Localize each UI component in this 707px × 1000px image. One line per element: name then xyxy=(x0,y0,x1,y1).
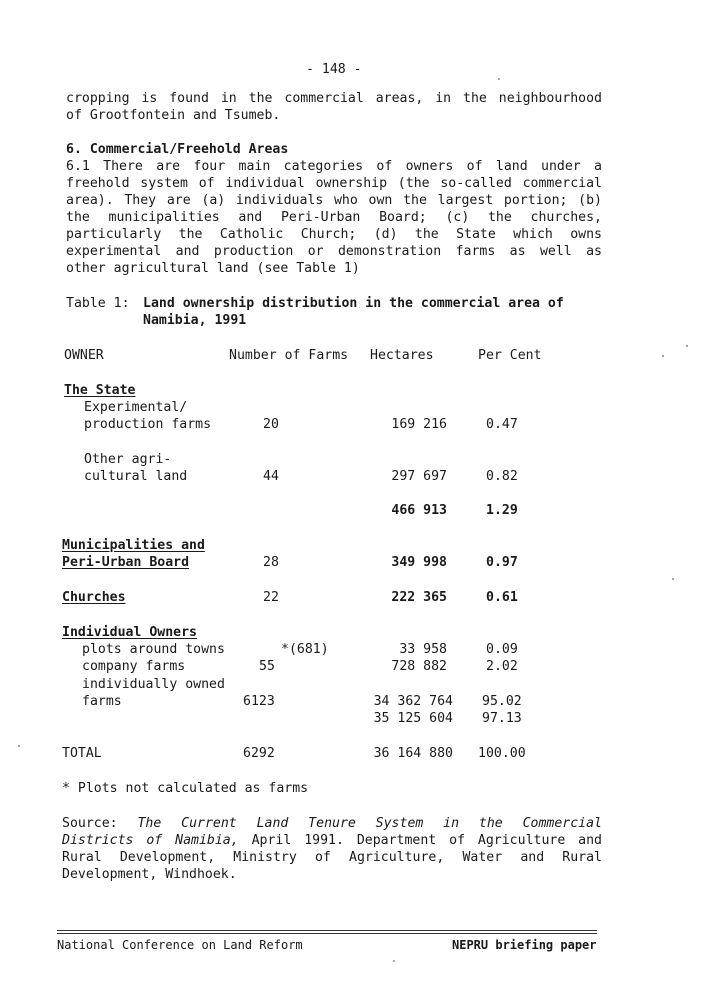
row-label: production farms xyxy=(84,417,212,432)
cell-percent: 95.02 xyxy=(482,694,522,709)
source-line-3: Rural Development, Ministry of Agriculture, Water and Rural xyxy=(62,850,602,865)
cell-percent: 0.61 xyxy=(486,590,518,605)
scan-speck xyxy=(498,78,500,80)
cell-hectares: 34 362 764 xyxy=(373,694,453,709)
section-heading: 6. Commercial/Freehold Areas xyxy=(66,142,289,157)
scan-speck xyxy=(393,960,395,962)
page-number: - 148 - xyxy=(306,62,362,77)
header-farms: Number of Farms xyxy=(229,348,349,363)
scan-speck xyxy=(686,345,688,347)
cell-farms: 22 xyxy=(263,590,279,605)
cell-percent: 0.09 xyxy=(486,642,518,657)
subtotal-percent: 97.13 xyxy=(482,711,522,726)
cell-hectares: 169 216 xyxy=(391,417,447,432)
group-state-label: The State xyxy=(64,383,136,398)
paragraph-line: particularly the Catholic Church; (d) the State which owns xyxy=(66,227,602,242)
cell-farms: 6123 xyxy=(243,694,275,709)
source-title: The Current Land Tenure System in the Commercial xyxy=(137,816,602,831)
footer-left: National Conference on Land Reform xyxy=(57,938,303,952)
group-individual-label: Individual Owners xyxy=(62,625,197,640)
row-label: company farms xyxy=(82,659,186,674)
source-line-4: Development, Windhoek. xyxy=(62,867,237,882)
source-prefix: Source: xyxy=(62,816,118,831)
cell-hectares: 33 958 xyxy=(399,642,447,657)
total-label: TOTAL xyxy=(62,746,102,761)
cell-hectares: 728 882 xyxy=(391,659,447,674)
total-percent: 100.00 xyxy=(478,746,526,761)
cell-farms: 44 xyxy=(263,469,279,484)
row-label: individually owned xyxy=(82,677,225,692)
scan-speck xyxy=(672,578,674,580)
subtotal-percent: 1.29 xyxy=(486,503,518,518)
row-label: Other agri- xyxy=(84,452,172,467)
scan-speck xyxy=(662,355,664,357)
cell-percent: 0.47 xyxy=(486,417,518,432)
subtotal-hectares: 35 125 604 xyxy=(373,711,453,726)
header-owner: OWNER xyxy=(64,348,104,363)
cell-hectares: 297 697 xyxy=(391,469,447,484)
paragraph-line: the municipalities and Peri-Urban Board; (c) the churches, xyxy=(66,210,602,225)
group-municipal-label: Municipalities and xyxy=(62,538,205,553)
cell-hectares: 222 365 xyxy=(391,590,447,605)
intro-line-1: cropping is found in the commercial areas, in the neighbourhood xyxy=(66,91,602,106)
total-hectares: 36 164 880 xyxy=(373,746,453,761)
source-line-2 xyxy=(62,832,602,849)
source-text: April 1991. Department of Agriculture and xyxy=(238,833,602,848)
header-percent: Per Cent xyxy=(478,348,542,363)
source-title: Districts of Namibia, xyxy=(62,833,239,848)
paragraph-line: freehold system of individual ownership (the so-called commercial xyxy=(66,176,602,191)
cell-percent: 0.82 xyxy=(486,469,518,484)
cell-farms: *(681) xyxy=(281,642,329,657)
row-label: cultural land xyxy=(84,469,188,484)
paragraph-line: other agricultural land (see Table 1) xyxy=(66,261,360,276)
footer-rule xyxy=(57,930,597,931)
table-footnote: * Plots not calculated as farms xyxy=(62,781,309,796)
table-caption-label: Table 1: xyxy=(66,296,130,311)
row-label: Experimental/ xyxy=(84,400,188,415)
subtotal-hectares: 466 913 xyxy=(391,503,447,518)
intro-line-2: of Grootfontein and Tsumeb. xyxy=(66,108,281,123)
table-caption-line-1: Land ownership distribution in the commercial area of xyxy=(143,296,564,311)
paragraph-line: area). They are (a) individuals who own the largest portion; (b) xyxy=(66,193,602,208)
total-farms: 6292 xyxy=(243,746,275,761)
header-hectares: Hectares xyxy=(370,348,434,363)
cell-farms: 55 xyxy=(259,659,275,674)
scan-speck xyxy=(18,745,20,747)
row-label: plots around towns xyxy=(82,642,225,657)
footer-rule xyxy=(57,933,597,934)
footer-right: NEPRU briefing paper xyxy=(452,938,597,952)
cell-hectares: 349 998 xyxy=(391,555,447,570)
cell-percent: 2.02 xyxy=(486,659,518,674)
paragraph-line: 6.1 There are four main categories of owners of land under a xyxy=(66,159,602,174)
group-churches-label: Churches xyxy=(62,590,126,605)
table-caption-line-2: Namibia, 1991 xyxy=(143,313,247,328)
row-label: farms xyxy=(82,694,122,709)
cell-percent: 0.97 xyxy=(486,555,518,570)
source-line-1 xyxy=(62,815,602,832)
paragraph-line: experimental and production or demonstration farms as well as xyxy=(66,244,602,259)
cell-farms: 20 xyxy=(263,417,279,432)
cell-farms: 28 xyxy=(263,555,279,570)
group-municipal-label: Peri-Urban Board xyxy=(62,555,190,570)
